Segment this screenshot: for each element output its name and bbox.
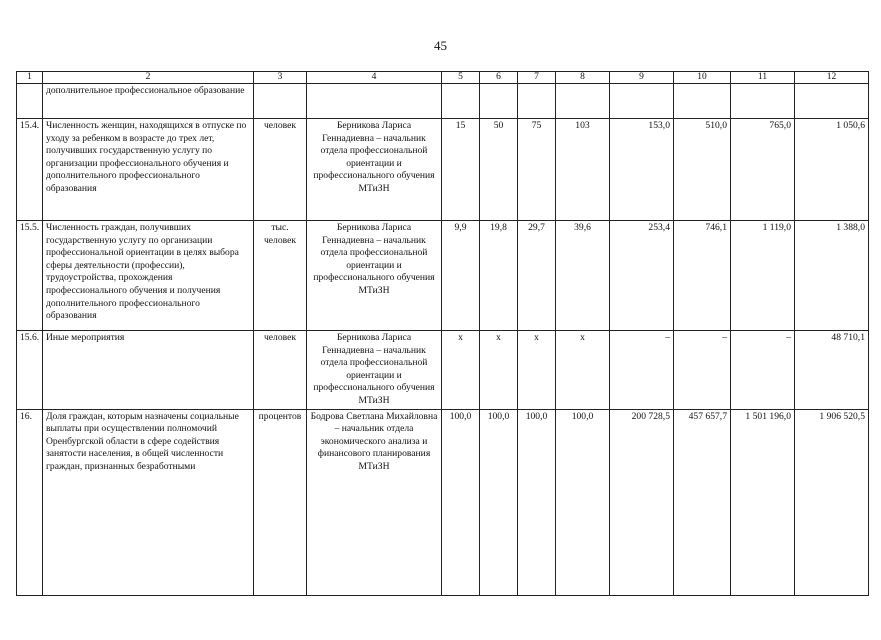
value-cell: 1 050,6	[795, 119, 869, 221]
value-cell	[610, 84, 674, 119]
row-number	[17, 84, 43, 119]
unit: тыс. человек	[254, 221, 307, 331]
value-cell: 1 119,0	[731, 221, 795, 331]
column-header: 2	[43, 72, 254, 84]
indicator-name: Численность граждан, получивших государственную услугу по организации профессиональной ориентации в целях выбора сферы деятельности (профессии), трудоустройства, прохождения профессионального обучения и получения дополнительного профессионального образования	[43, 221, 254, 331]
column-header: 5	[442, 72, 480, 84]
value-cell: 253,4	[610, 221, 674, 331]
value-cell: х	[518, 331, 556, 410]
responsible	[307, 84, 442, 119]
value-cell	[674, 84, 731, 119]
table-row	[17, 409, 869, 595]
indicator-name: дополнительное профессиональное образование	[43, 84, 254, 119]
column-header: 7	[518, 72, 556, 84]
table-row	[17, 331, 869, 410]
value-cell: 153,0	[610, 119, 674, 221]
column-header: 9	[610, 72, 674, 84]
value-cell	[556, 84, 610, 119]
column-header: 12	[795, 72, 869, 84]
value-cell: 457 657,7	[674, 409, 731, 595]
value-cell: 1 388,0	[795, 221, 869, 331]
page-number: 45	[434, 38, 447, 53]
indicator-name: Доля граждан, которым назначены социальные выплаты при осуществлении полномочий Оренбургской области в сфере содействия занятости населения, в общей численности граждан, признанных безработными	[43, 409, 254, 595]
responsible: Берникова Лариса Геннадиевна – начальник отдела профессиональной ориентации и профессионального обучения МТиЗН	[307, 331, 442, 410]
column-header: 10	[674, 72, 731, 84]
unit	[254, 84, 307, 119]
column-header: 6	[480, 72, 518, 84]
value-cell: 746,1	[674, 221, 731, 331]
indicator-name: Иные мероприятия	[43, 331, 254, 410]
indicators-table	[16, 71, 869, 596]
column-header: 3	[254, 72, 307, 84]
row-number: 15.6.	[17, 331, 43, 410]
value-cell: 100,0	[442, 409, 480, 595]
value-cell: 100,0	[518, 409, 556, 595]
value-cell	[480, 84, 518, 119]
value-cell: 100,0	[556, 409, 610, 595]
row-number: 15.4.	[17, 119, 43, 221]
value-cell: 50	[480, 119, 518, 221]
value-cell: –	[610, 331, 674, 410]
value-cell: 1 501 196,0	[731, 409, 795, 595]
column-header: 8	[556, 72, 610, 84]
responsible: Бодрова Светлана Михайловна – начальник отдела экономического анализа и финансового планирования МТиЗН	[307, 409, 442, 595]
value-cell: 48 710,1	[795, 331, 869, 410]
value-cell: х	[480, 331, 518, 410]
value-cell: х	[442, 331, 480, 410]
value-cell: 510,0	[674, 119, 731, 221]
indicator-name: Численность женщин, находящихся в отпуске по уходу за ребенком в возрасте до трех лет, получивших государственную услугу по организации профессионального обучения и дополнительного профессионального образования	[43, 119, 254, 221]
value-cell	[795, 84, 869, 119]
table-row	[17, 221, 869, 331]
value-cell: 39,6	[556, 221, 610, 331]
table-row	[17, 119, 869, 221]
value-cell: –	[731, 331, 795, 410]
table-row	[17, 84, 869, 119]
value-cell: 29,7	[518, 221, 556, 331]
row-number: 15.5.	[17, 221, 43, 331]
value-cell: х	[556, 331, 610, 410]
responsible: Берникова Лариса Геннадиевна – начальник отдела профессиональной ориентации и профессионального обучения МТиЗН	[307, 221, 442, 331]
value-cell	[442, 84, 480, 119]
unit: процентов	[254, 409, 307, 595]
value-cell: –	[674, 331, 731, 410]
value-cell: 75	[518, 119, 556, 221]
value-cell	[518, 84, 556, 119]
column-header: 4	[307, 72, 442, 84]
value-cell: 103	[556, 119, 610, 221]
responsible: Берникова Лариса Геннадиевна – начальник отдела профессиональной ориентации и профессионального обучения МТиЗН	[307, 119, 442, 221]
value-cell: 9,9	[442, 221, 480, 331]
column-header: 11	[731, 72, 795, 84]
value-cell: 15	[442, 119, 480, 221]
column-header: 1	[17, 72, 43, 84]
unit: человек	[254, 331, 307, 410]
value-cell: 200 728,5	[610, 409, 674, 595]
value-cell: 1 906 520,5	[795, 409, 869, 595]
row-number: 16.	[17, 409, 43, 595]
value-cell: 100,0	[480, 409, 518, 595]
value-cell: 765,0	[731, 119, 795, 221]
unit: человек	[254, 119, 307, 221]
value-cell: 19,8	[480, 221, 518, 331]
column-number-row	[17, 72, 869, 84]
value-cell	[731, 84, 795, 119]
